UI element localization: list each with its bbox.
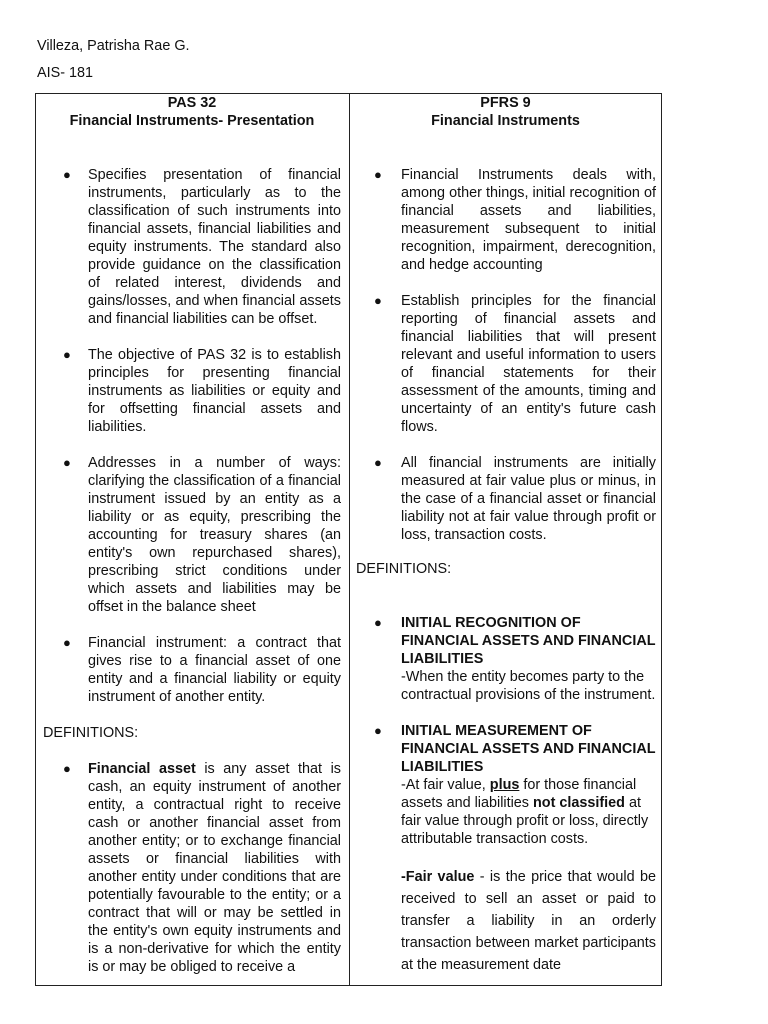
pas32-column (36, 94, 348, 985)
list-item: ● Financial instrument: a contract that gives rise to a financial asset of one entity and a financial liability or equity instrument of another entity. (63, 635, 341, 705)
author-name: Villeza, Patrisha Rae G. (37, 38, 190, 54)
list-item: ● INITIAL MEASUREMENT OF FINANCIAL ASSETS AND FINANCIAL LIABILITIES -At fair value, plus for those financial assets and liabilities not classified at fair value through profit or loss, directly attributable transaction costs. -Fair value - is the price that would be received to sell an asset or paid to transfer a liability in an orderly transaction between market participants at the measurement date (356, 722, 656, 976)
list-item: ● Addresses in a number of ways: clarifying the classification of a financial instrument issued by an entity as a liability or as equity, prescribing the accounting for treasury shares (an entity's own repurchased shares), prescribing strict conditions under which assets and liabilities may be offset in the balance sheet (63, 455, 341, 615)
bullet-icon: ● (63, 455, 71, 470)
pas32-title: PAS 32 (167, 95, 217, 111)
pas32-definitions-list (43, 760, 341, 976)
bullet-icon: ● (374, 293, 382, 308)
list-item: ● Financial asset is any asset that is cash, an equity instrument of another entity, a contractual right to receive cash or another financial asset from another entity; or to exchange financial assets or financial liabilities with another entity under conditions that are potentially favourable to the entity; or a contract that will or may be settled in the entity's own equity instruments and is a non-derivative for which the entity is or may be obliged to receive a (63, 761, 341, 975)
course-code: AIS- 181 (37, 65, 93, 81)
pas32-subtitle: Financial Instruments- Presentation (69, 113, 315, 129)
bullet-icon: ● (63, 635, 71, 650)
fair-value-term: -Fair value (401, 869, 475, 885)
list-item: ● Establish principles for the financial reporting of financial assets and financial liabilities that will present relevant and useful information to users of financial statements for their assessment of the amounts, timing and uncertainty of an entity's future cash flows. (374, 293, 656, 435)
bullet-icon: ● (63, 167, 71, 182)
pfrs9-bullet-list (356, 166, 656, 544)
pfrs9-title: PFRS 9 (480, 95, 531, 111)
fair-value-definition: -Fair value - is the price that would be received to sell an asset or paid to transfer a liability in an orderly transaction between market participants at the measurement date (401, 869, 657, 973)
pas32-bullet-list (43, 166, 341, 706)
bullet-icon: ● (374, 455, 382, 470)
bullet-icon: ● (63, 347, 71, 362)
comparison-table (35, 93, 662, 986)
pas32-heading (36, 94, 348, 130)
list-item: ● Specifies presentation of financial instruments, particularly as to the classification of such instruments into financial assets, financial liabilities and equity instruments. The standard also provide guidance on the classification of related interest, dividends and gains/losses, and when financial assets and financial liabilities can be offset. (63, 167, 341, 327)
pfrs9-definitions-list (356, 614, 656, 976)
bullet-icon: ● (63, 761, 71, 776)
definition-term: Financial asset (88, 761, 196, 777)
bullet-icon: ● (374, 615, 382, 630)
bullet-icon: ● (374, 167, 382, 182)
definition-heading: INITIAL MEASUREMENT OF FINANCIAL ASSETS AND FINANCIAL LIABILITIES (401, 723, 656, 775)
not-classified-emphasis: not classified (532, 795, 625, 811)
list-item: ● INITIAL RECOGNITION OF FINANCIAL ASSETS AND FINANCIAL LIABILITIES -When the entity becomes party to the contractual provisions of the instrument. (374, 615, 656, 703)
list-item: ● All financial instruments are initially measured at fair value plus or minus, in the case of a financial asset or financial liability not at fair value through profit or loss, transaction costs. (374, 455, 656, 543)
pfrs9-subtitle: Financial Instruments (431, 113, 580, 129)
pfrs9-definitions-label: DEFINITIONS: (356, 561, 452, 577)
bullet-icon: ● (374, 723, 382, 738)
definition-heading: INITIAL RECOGNITION OF FINANCIAL ASSETS AND FINANCIAL LIABILITIES (401, 615, 656, 667)
plus-emphasis: plus (489, 777, 520, 793)
list-item: ● Financial Instruments deals with, among other things, initial recognition of financial assets and liabilities, measurement subsequent to initial recognition, impairment, derecognition, and hedge accounting (374, 167, 656, 273)
pas32-definitions-label: DEFINITIONS: (43, 725, 139, 741)
list-item: ● The objective of PAS 32 is to establish principles for presenting financial instruments as liabilities or equity and for offsetting financial assets and liabilities. (63, 347, 341, 435)
pfrs9-column (349, 94, 661, 985)
pfrs9-heading (350, 94, 661, 130)
